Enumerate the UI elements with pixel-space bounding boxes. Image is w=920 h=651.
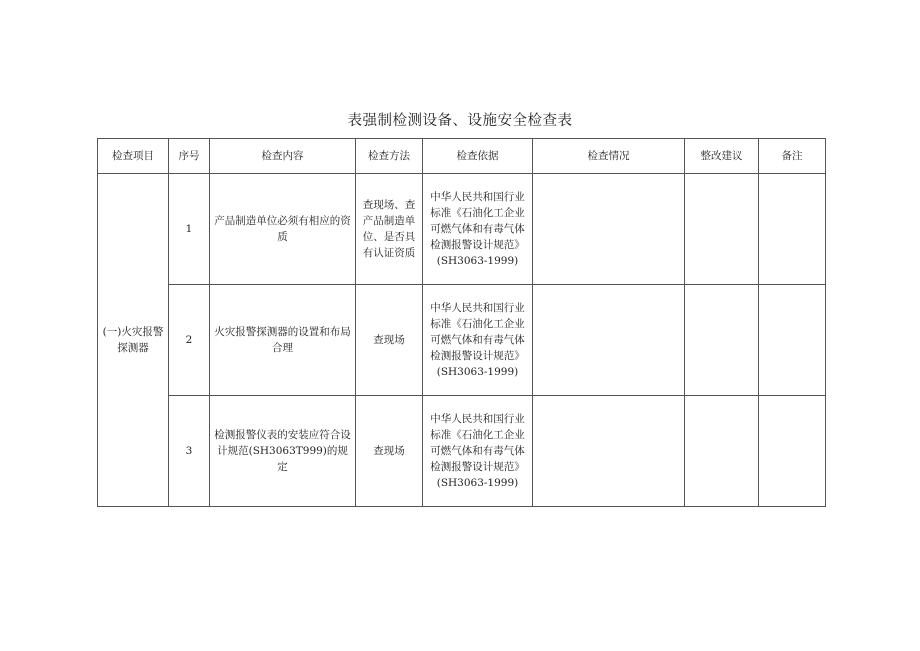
suggestion-cell[interactable]: [685, 396, 759, 507]
row-number: 1: [169, 174, 210, 285]
basis-line: 可燃气体和有毒气体: [430, 334, 525, 346]
check-content: 火灾报警探测器的设置和布局合理: [210, 285, 356, 396]
basis-line: 中华人民共和国行业: [430, 302, 525, 314]
header-cell-remark: 备注: [759, 139, 826, 174]
table-row: [98, 396, 826, 507]
check-content: 产品制造单位必须有相应的资质: [210, 174, 356, 285]
remark-cell[interactable]: [759, 396, 826, 507]
check-basis: [423, 285, 533, 396]
check-method: 查现场: [356, 396, 423, 507]
header-cell-status: 检查情况: [533, 139, 685, 174]
remark-cell[interactable]: [759, 285, 826, 396]
check-status-cell[interactable]: [533, 396, 685, 507]
basis-line: 可燃气体和有毒气体: [430, 223, 525, 235]
basis-line: 标准《石油化工企业: [430, 318, 525, 330]
check-method: 查现场、查产品制造单位、是否具有认证资质: [356, 174, 423, 285]
check-status-cell[interactable]: [533, 285, 685, 396]
basis-line: 检测报警设计规范》: [430, 350, 525, 362]
suggestion-cell[interactable]: [685, 285, 759, 396]
header-row: [98, 139, 826, 174]
header-cell-no: 序号: [169, 139, 210, 174]
basis-line: 中华人民共和国行业: [430, 191, 525, 203]
basis-line: (SH3063-1999): [436, 255, 519, 267]
category-cell: (一)火灾报警探测器: [98, 174, 169, 507]
inspection-table: [97, 138, 826, 507]
header-cell-method: 检查方法: [356, 139, 423, 174]
basis-line: 标准《石油化工企业: [430, 207, 525, 219]
page-title: 表强制检测设备、设施安全检查表: [347, 113, 573, 129]
basis-line: (SH3063-1999): [436, 477, 519, 489]
check-content: 检测报警仪表的安装应符合设计规范(SH3063T999)的规定: [210, 396, 356, 507]
suggestion-cell[interactable]: [685, 174, 759, 285]
header-cell-content: 检查内容: [210, 139, 356, 174]
header-cell-item: 检查项目: [98, 139, 169, 174]
table-row: [98, 174, 826, 285]
check-method: 查现场: [356, 285, 423, 396]
basis-line: 标准《石油化工企业: [430, 429, 525, 441]
basis-line: 中华人民共和国行业: [430, 413, 525, 425]
check-basis: [423, 174, 533, 285]
header-cell-suggestion: 整改建议: [685, 139, 759, 174]
table-row: [98, 285, 826, 396]
check-status-cell[interactable]: [533, 174, 685, 285]
check-basis: [423, 396, 533, 507]
remark-cell[interactable]: [759, 174, 826, 285]
header-cell-basis: 检查依据: [423, 139, 533, 174]
basis-line: 检测报警设计规范》: [430, 239, 525, 251]
row-number: 2: [169, 285, 210, 396]
basis-line: 可燃气体和有毒气体: [430, 445, 525, 457]
row-number: 3: [169, 396, 210, 507]
basis-line: 检测报警设计规范》: [430, 461, 525, 473]
basis-line: (SH3063-1999): [436, 366, 519, 378]
